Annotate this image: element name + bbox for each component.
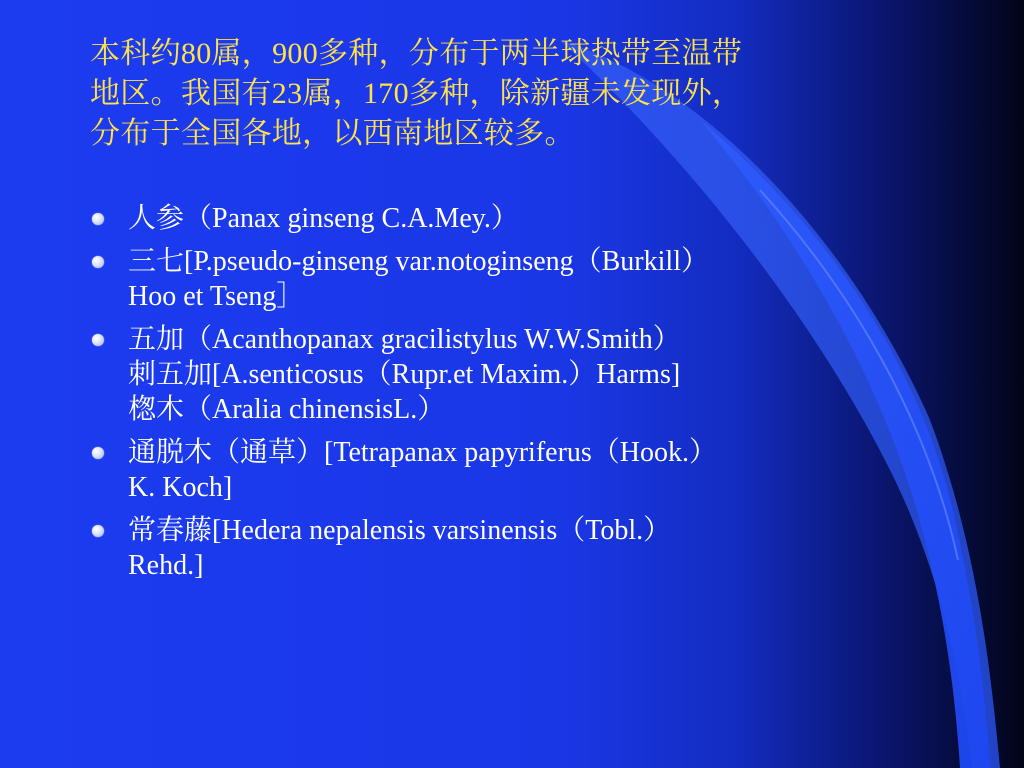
list-item-text: Rehd.] bbox=[128, 550, 204, 581]
list-item-text: Hoo et Tseng］ bbox=[128, 281, 305, 312]
list-item-text: 楤木（Aralia chinensisL.） bbox=[128, 394, 446, 425]
list-item-text: 五加（Acanthopanax gracilistylus W.W.Smith） bbox=[128, 324, 681, 355]
title-line: 地区。我国有23属，170多种，除新疆未发现外， bbox=[90, 77, 743, 110]
list-item bbox=[92, 201, 972, 236]
bullet-icon bbox=[92, 256, 104, 268]
bullet-icon bbox=[92, 525, 104, 537]
bullet-icon bbox=[92, 213, 104, 225]
list-item bbox=[92, 513, 972, 583]
list-item bbox=[92, 322, 972, 427]
list-item-text: 刺五加[A.senticosus（Rupr.et Maxim.）Harms] bbox=[128, 359, 681, 390]
list-item bbox=[92, 244, 972, 314]
title-line: 本科约80属，900多种，分布于两半球热带至温带 bbox=[90, 37, 743, 70]
species-list bbox=[92, 201, 972, 591]
bullet-icon bbox=[92, 334, 104, 346]
list-item-text: 常春藤[Hedera nepalensis varsinensis（Tobl.） bbox=[128, 515, 672, 546]
list-item-text: K. Koch] bbox=[128, 472, 233, 503]
list-item-text: 三七[P.pseudo-ginseng var.notoginseng（Burkill） bbox=[128, 246, 709, 277]
bullet-icon bbox=[92, 447, 104, 459]
slide-title bbox=[90, 34, 990, 154]
list-item-text: 通脱木（通草）[Tetrapanax papyriferus（Hook.） bbox=[128, 437, 718, 468]
title-line: 分布于全国各地，以西南地区较多。 bbox=[90, 117, 575, 150]
list-item-text: 人参（Panax ginseng C.A.Mey.） bbox=[128, 203, 519, 234]
list-item bbox=[92, 435, 972, 505]
